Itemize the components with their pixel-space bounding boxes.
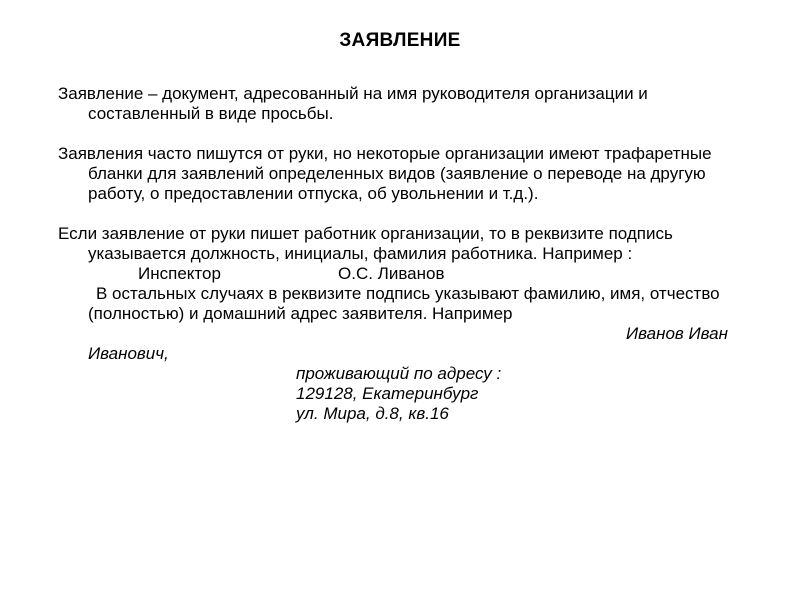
- spacer: [58, 204, 738, 224]
- paragraph-handwritten: Заявления часто пишутся от руки, но некоторые организации имеют трафаретные бланки для заявлений определенных видов (заявление о переводе на другую работу, о предоставлении отпуска, об увольнении и т.д.).: [58, 144, 712, 203]
- example-address-line3: ул. Мира, д.8, кв.16: [296, 404, 449, 423]
- example-full-name-line2: Иванович,: [88, 344, 169, 363]
- example-address-line1: проживающий по адресу :: [296, 364, 502, 383]
- signature-example-employee: [58, 264, 738, 284]
- example-name: О.С. Ливанов: [338, 264, 445, 283]
- example-position: Инспектор: [138, 264, 221, 283]
- page-title: ЗАЯВЛЕНИЕ: [339, 30, 461, 51]
- paragraph-employee-signature: Если заявление от руки пишет работник организации, то в реквизите подпись указывается должность, инициалы, фамилия работника. Например :: [58, 224, 673, 263]
- spacer: [58, 124, 738, 144]
- example-address-line2: 129128, Екатеринбург: [296, 384, 479, 403]
- example-full-name-line1: Иванов Иван: [626, 324, 728, 343]
- paragraph-definition: Заявление – документ, адресованный на имя руководителя организации и составленный в виде просьбы.: [58, 84, 648, 123]
- paragraph-other-cases: В остальных случаях в реквизите подпись указывают фамилию, имя, отчество (полностью) и домашний адрес заявителя. Например: [88, 284, 720, 323]
- document-body: [58, 84, 738, 424]
